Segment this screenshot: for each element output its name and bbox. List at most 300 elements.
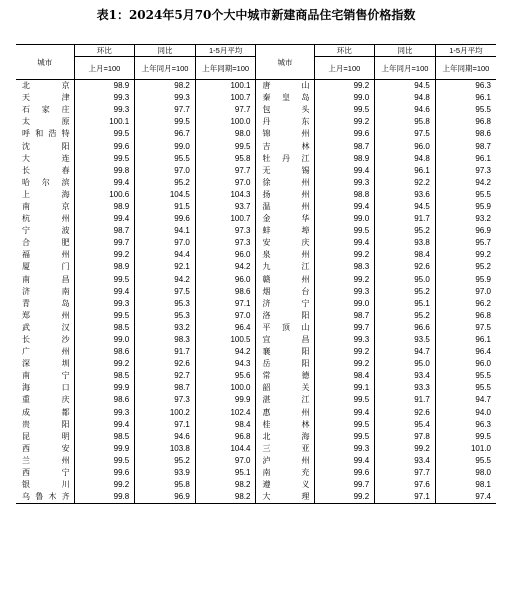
yoy-base: 上年同月=100 — [135, 57, 196, 80]
avg-value: 98.7 — [435, 140, 496, 152]
avg-value: 96.0 — [195, 249, 256, 261]
avg-value: 96.9 — [435, 225, 496, 237]
avg-value: 96.1 — [435, 153, 496, 165]
city-name: 大连 — [22, 153, 70, 163]
avg-value: 95.8 — [195, 153, 256, 165]
avg-value: 97.0 — [435, 286, 496, 298]
city-name: 秦皇岛 — [256, 92, 314, 104]
avg-value: 96.2 — [435, 298, 496, 310]
avg-value: 95.6 — [195, 370, 256, 382]
avg-base: 上年同期=100 — [195, 57, 256, 80]
table-row — [16, 128, 496, 140]
city-name: 宁波 — [22, 226, 70, 236]
city-name: 桂林 — [256, 419, 314, 431]
city-name: 北海 — [256, 431, 314, 443]
yoy-value: 92.6 — [375, 407, 436, 419]
avg-value: 98.6 — [435, 128, 496, 140]
mom-value: 98.9 — [74, 201, 135, 213]
price-index-table — [16, 44, 496, 504]
city-name: 贵阳 — [22, 419, 70, 429]
avg-value: 97.1 — [195, 298, 256, 310]
mom-base-right: 上月=100 — [314, 57, 375, 80]
yoy-value: 97.7 — [135, 104, 196, 116]
yoy-value: 95.2 — [135, 455, 196, 467]
city-name: 湛江 — [256, 394, 314, 406]
avg-value: 93.2 — [435, 213, 496, 225]
yoy-value: 95.0 — [375, 358, 436, 370]
mom-value: 99.3 — [74, 298, 135, 310]
city-name: 海口 — [22, 383, 70, 393]
yoy-value: 93.5 — [375, 334, 436, 346]
avg-value: 98.0 — [435, 467, 496, 479]
city-name: 三亚 — [256, 443, 314, 455]
yoy-value: 93.4 — [375, 370, 436, 382]
city-name: 石家庄 — [22, 105, 70, 115]
table-row — [16, 225, 496, 237]
city-name: 南京 — [22, 201, 70, 211]
yoy-value: 98.3 — [135, 334, 196, 346]
mom-value: 99.5 — [74, 455, 135, 467]
yoy-value: 97.3 — [135, 394, 196, 406]
table-row — [16, 419, 496, 431]
city-name: 成都 — [22, 407, 70, 417]
mom-value: 99.2 — [314, 274, 375, 286]
mom-value: 99.6 — [74, 467, 135, 479]
city-name: 惠州 — [256, 407, 314, 419]
city-name: 泸州 — [256, 455, 314, 467]
mom-value: 98.8 — [314, 189, 375, 201]
yoy-value: 93.6 — [375, 189, 436, 201]
mom-value: 99.3 — [314, 334, 375, 346]
table-row — [16, 382, 496, 394]
avg-base-right: 上年同期=100 — [435, 57, 496, 80]
table-row — [16, 237, 496, 249]
table-row — [16, 479, 496, 491]
mom-value: 99.2 — [314, 491, 375, 504]
city-name: 太原 — [22, 117, 70, 127]
city-name: 南昌 — [22, 274, 70, 284]
mom-value: 98.6 — [74, 394, 135, 406]
yoy-value: 91.7 — [135, 346, 196, 358]
mom-value: 99.3 — [314, 286, 375, 298]
yoy-value: 99.6 — [135, 213, 196, 225]
avg-value: 102.4 — [195, 407, 256, 419]
city-name: 泉州 — [256, 249, 314, 261]
table-row — [16, 274, 496, 286]
table-row — [16, 165, 496, 177]
mom-base: 上月=100 — [74, 57, 135, 80]
mom-value: 99.5 — [314, 394, 375, 406]
avg-value: 94.3 — [195, 358, 256, 370]
city-name: 郑州 — [22, 310, 70, 320]
avg-value: 97.3 — [435, 165, 496, 177]
mom-value: 99.5 — [74, 310, 135, 322]
avg-value: 96.0 — [435, 358, 496, 370]
avg-value: 98.2 — [195, 479, 256, 491]
avg-value: 93.7 — [195, 201, 256, 213]
avg-value: 95.5 — [435, 189, 496, 201]
city-name: 九江 — [256, 261, 314, 273]
city-name: 大理 — [256, 491, 314, 504]
city-name: 丹东 — [256, 116, 314, 128]
table-row — [16, 249, 496, 261]
mom-value: 99.4 — [74, 177, 135, 189]
city-name: 常德 — [256, 370, 314, 382]
table-row — [16, 104, 496, 116]
mom-value: 98.7 — [314, 310, 375, 322]
table-row — [16, 370, 496, 382]
city-name: 长沙 — [22, 335, 70, 345]
yoy-value: 100.2 — [135, 407, 196, 419]
yoy-value: 95.8 — [375, 116, 436, 128]
table-row — [16, 92, 496, 104]
city-name: 金华 — [256, 213, 314, 225]
table-row — [16, 467, 496, 479]
yoy-value: 97.7 — [375, 467, 436, 479]
yoy-value: 92.2 — [375, 177, 436, 189]
yoy-value: 94.4 — [135, 249, 196, 261]
mom-value: 99.4 — [314, 201, 375, 213]
table-title: 表1：2024年5月70个大中城市新建商品住宅销售价格指数 — [96, 8, 416, 22]
mom-value: 99.2 — [314, 116, 375, 128]
city-name: 青岛 — [22, 298, 70, 308]
yoy-value: 97.8 — [375, 431, 436, 443]
yoy-value: 94.5 — [375, 201, 436, 213]
mom-value: 99.0 — [314, 92, 375, 104]
mom-value: 99.5 — [74, 128, 135, 140]
mom-value: 99.3 — [74, 92, 135, 104]
city-name: 平顶山 — [256, 322, 314, 334]
mom-value: 99.4 — [314, 455, 375, 467]
yoy-value: 96.1 — [375, 165, 436, 177]
mom-value: 99.8 — [74, 165, 135, 177]
avg-value: 100.0 — [195, 382, 256, 394]
yoy-value: 95.3 — [135, 310, 196, 322]
table-row — [16, 116, 496, 128]
city-name: 杭州 — [22, 214, 70, 224]
avg-header: 1-5月平均 — [195, 45, 256, 57]
yoy-base-right: 上年同月=100 — [375, 57, 436, 80]
mom-value: 99.7 — [314, 479, 375, 491]
city-name: 赣州 — [256, 274, 314, 286]
avg-value: 95.5 — [435, 370, 496, 382]
mom-value: 99.6 — [314, 467, 375, 479]
yoy-value: 94.8 — [375, 153, 436, 165]
city-header-right: 城市 — [256, 45, 314, 80]
yoy-value: 97.5 — [375, 128, 436, 140]
city-name: 包头 — [256, 104, 314, 116]
avg-value: 100.1 — [195, 80, 256, 93]
yoy-value: 95.0 — [375, 274, 436, 286]
avg-value: 97.0 — [195, 455, 256, 467]
avg-value: 95.1 — [195, 467, 256, 479]
mom-value: 98.5 — [74, 431, 135, 443]
avg-value: 95.9 — [435, 201, 496, 213]
avg-value: 96.8 — [435, 116, 496, 128]
avg-value: 96.4 — [195, 322, 256, 334]
avg-value: 104.4 — [195, 443, 256, 455]
mom-value: 99.8 — [74, 491, 135, 504]
mom-value: 99.7 — [74, 237, 135, 249]
mom-value: 99.2 — [314, 358, 375, 370]
yoy-value: 97.0 — [135, 237, 196, 249]
mom-value: 99.6 — [74, 140, 135, 152]
table-row — [16, 394, 496, 406]
mom-value: 99.7 — [314, 322, 375, 334]
table-row — [16, 358, 496, 370]
city-name: 合肥 — [22, 238, 70, 248]
mom-value: 99.2 — [74, 249, 135, 261]
table-row — [16, 140, 496, 152]
yoy-value: 97.0 — [135, 165, 196, 177]
yoy-header: 同比 — [135, 45, 196, 57]
city-name: 北京 — [22, 81, 70, 91]
city-name: 重庆 — [22, 395, 70, 405]
mom-value: 99.2 — [314, 80, 375, 93]
avg-value: 97.7 — [195, 165, 256, 177]
avg-value: 101.0 — [435, 443, 496, 455]
mom-value: 98.7 — [74, 225, 135, 237]
mom-header: 环比 — [74, 45, 135, 57]
avg-value: 100.5 — [195, 334, 256, 346]
avg-value: 95.7 — [435, 237, 496, 249]
city-header: 城市 — [16, 45, 74, 80]
avg-value: 98.0 — [195, 128, 256, 140]
city-name: 洛阳 — [256, 310, 314, 322]
mom-value: 99.0 — [314, 213, 375, 225]
mom-value: 98.9 — [314, 153, 375, 165]
table-row — [16, 407, 496, 419]
city-name: 遵义 — [256, 479, 314, 491]
avg-header-right: 1-5月平均 — [435, 45, 496, 57]
city-name: 武汉 — [22, 322, 70, 332]
avg-value: 98.4 — [195, 419, 256, 431]
table-row — [16, 455, 496, 467]
yoy-value: 103.8 — [135, 443, 196, 455]
mom-value: 99.4 — [314, 407, 375, 419]
avg-value: 96.8 — [195, 431, 256, 443]
yoy-value: 98.2 — [135, 80, 196, 93]
city-name: 长春 — [22, 165, 70, 175]
city-name: 兰州 — [22, 455, 70, 465]
table-row — [16, 261, 496, 273]
yoy-value: 94.1 — [135, 225, 196, 237]
city-name: 徐州 — [256, 177, 314, 189]
city-name: 襄阳 — [256, 346, 314, 358]
avg-value: 94.7 — [435, 394, 496, 406]
mom-value: 99.4 — [314, 165, 375, 177]
city-name: 宜昌 — [256, 334, 314, 346]
avg-value: 96.8 — [435, 310, 496, 322]
avg-value: 97.0 — [195, 177, 256, 189]
table-row — [16, 286, 496, 298]
yoy-value: 93.4 — [375, 455, 436, 467]
mom-value: 99.5 — [314, 419, 375, 431]
yoy-value: 91.7 — [375, 394, 436, 406]
avg-value: 97.4 — [435, 491, 496, 504]
mom-value: 99.2 — [314, 249, 375, 261]
yoy-value: 95.2 — [375, 310, 436, 322]
mom-value: 99.1 — [314, 382, 375, 394]
city-name: 天津 — [22, 93, 70, 103]
yoy-value: 93.3 — [375, 382, 436, 394]
avg-value: 96.1 — [435, 334, 496, 346]
avg-value: 99.2 — [435, 249, 496, 261]
avg-value: 100.7 — [195, 213, 256, 225]
yoy-value: 91.5 — [135, 201, 196, 213]
avg-value: 94.2 — [195, 261, 256, 273]
city-name: 济南 — [22, 286, 70, 296]
yoy-header-right: 同比 — [375, 45, 436, 57]
yoy-value: 95.2 — [375, 286, 436, 298]
avg-value: 100.0 — [195, 116, 256, 128]
avg-value: 97.7 — [195, 104, 256, 116]
city-name: 广州 — [22, 347, 70, 357]
yoy-value: 92.6 — [375, 261, 436, 273]
avg-value: 97.5 — [435, 322, 496, 334]
city-name: 牡丹江 — [256, 153, 314, 165]
table-row — [16, 322, 496, 334]
mom-value: 99.6 — [314, 128, 375, 140]
table-row — [16, 189, 496, 201]
yoy-value: 95.2 — [135, 177, 196, 189]
city-name: 昆明 — [22, 431, 70, 441]
mom-value: 98.3 — [314, 261, 375, 273]
table-row — [16, 298, 496, 310]
city-name: 岳阳 — [256, 358, 314, 370]
table-row — [16, 334, 496, 346]
avg-value: 100.7 — [195, 92, 256, 104]
avg-value: 96.4 — [435, 346, 496, 358]
city-name: 西宁 — [22, 468, 70, 478]
mom-value: 99.2 — [314, 346, 375, 358]
mom-header-right: 环比 — [314, 45, 375, 57]
avg-value: 96.3 — [435, 80, 496, 93]
city-name: 锦州 — [256, 128, 314, 140]
avg-value: 94.2 — [435, 177, 496, 189]
mom-value: 99.4 — [74, 286, 135, 298]
avg-value: 96.1 — [435, 92, 496, 104]
yoy-value: 94.5 — [375, 80, 436, 93]
avg-value: 96.0 — [195, 274, 256, 286]
yoy-value: 94.7 — [375, 346, 436, 358]
city-name: 深圳 — [22, 359, 70, 369]
yoy-value: 92.7 — [135, 370, 196, 382]
yoy-value: 99.5 — [135, 116, 196, 128]
table-row — [16, 153, 496, 165]
yoy-value: 99.2 — [375, 443, 436, 455]
yoy-value: 92.6 — [135, 358, 196, 370]
mom-value: 99.3 — [74, 104, 135, 116]
yoy-value: 95.4 — [375, 419, 436, 431]
city-name: 扬州 — [256, 189, 314, 201]
yoy-value: 97.6 — [375, 479, 436, 491]
mom-value: 99.5 — [74, 153, 135, 165]
table-row — [16, 443, 496, 455]
mom-value: 98.4 — [314, 370, 375, 382]
mom-value: 99.5 — [74, 274, 135, 286]
table-row — [16, 80, 496, 93]
mom-value: 99.4 — [74, 419, 135, 431]
city-name: 吉林 — [256, 140, 314, 152]
yoy-value: 96.9 — [135, 491, 196, 504]
yoy-value: 94.6 — [375, 104, 436, 116]
yoy-value: 97.1 — [375, 491, 436, 504]
mom-value: 98.9 — [74, 261, 135, 273]
avg-value: 96.3 — [435, 419, 496, 431]
mom-value: 99.0 — [314, 298, 375, 310]
city-name: 济宁 — [256, 298, 314, 310]
city-name: 福州 — [22, 250, 70, 260]
city-name: 烟台 — [256, 286, 314, 298]
city-name: 上海 — [22, 189, 70, 199]
city-name: 西安 — [22, 443, 70, 453]
avg-value: 97.3 — [195, 237, 256, 249]
yoy-value: 104.5 — [135, 189, 196, 201]
mom-value: 98.7 — [314, 140, 375, 152]
avg-value: 99.5 — [435, 431, 496, 443]
yoy-value: 93.2 — [135, 322, 196, 334]
mom-value: 99.0 — [74, 334, 135, 346]
yoy-value: 96.6 — [375, 322, 436, 334]
avg-value: 99.9 — [195, 394, 256, 406]
mom-value: 99.9 — [74, 382, 135, 394]
avg-value: 95.2 — [435, 261, 496, 273]
table-row — [16, 177, 496, 189]
mom-value: 99.5 — [314, 431, 375, 443]
avg-value: 98.6 — [195, 286, 256, 298]
yoy-value: 96.7 — [135, 128, 196, 140]
mom-value: 98.6 — [74, 346, 135, 358]
city-name: 沈阳 — [22, 141, 70, 151]
avg-value: 104.3 — [195, 189, 256, 201]
yoy-value: 92.1 — [135, 261, 196, 273]
mom-value: 99.3 — [74, 407, 135, 419]
city-name: 南充 — [256, 467, 314, 479]
city-name: 无锡 — [256, 165, 314, 177]
table-row — [16, 310, 496, 322]
mom-value: 98.9 — [74, 80, 135, 93]
avg-value: 94.2 — [195, 346, 256, 358]
yoy-value: 97.1 — [135, 419, 196, 431]
avg-value: 95.9 — [435, 274, 496, 286]
avg-value: 98.2 — [195, 491, 256, 504]
city-name: 南宁 — [22, 371, 70, 381]
mom-value: 100.1 — [74, 116, 135, 128]
yoy-value: 93.9 — [135, 467, 196, 479]
yoy-value: 95.1 — [375, 298, 436, 310]
yoy-value: 95.2 — [375, 225, 436, 237]
yoy-value: 95.5 — [135, 153, 196, 165]
city-name: 韶关 — [256, 382, 314, 394]
table-row — [16, 213, 496, 225]
mom-value: 99.4 — [314, 237, 375, 249]
avg-value: 97.0 — [195, 310, 256, 322]
yoy-value: 98.4 — [375, 249, 436, 261]
city-name: 唐山 — [256, 80, 314, 93]
table-row — [16, 431, 496, 443]
yoy-value: 99.3 — [135, 92, 196, 104]
mom-value: 99.4 — [74, 213, 135, 225]
yoy-value: 93.8 — [375, 237, 436, 249]
yoy-value: 99.0 — [135, 140, 196, 152]
header-row — [16, 45, 496, 57]
city-name: 蚌埠 — [256, 225, 314, 237]
city-name: 安庆 — [256, 237, 314, 249]
table-row — [16, 201, 496, 213]
yoy-value: 95.3 — [135, 298, 196, 310]
mom-value: 99.5 — [314, 104, 375, 116]
